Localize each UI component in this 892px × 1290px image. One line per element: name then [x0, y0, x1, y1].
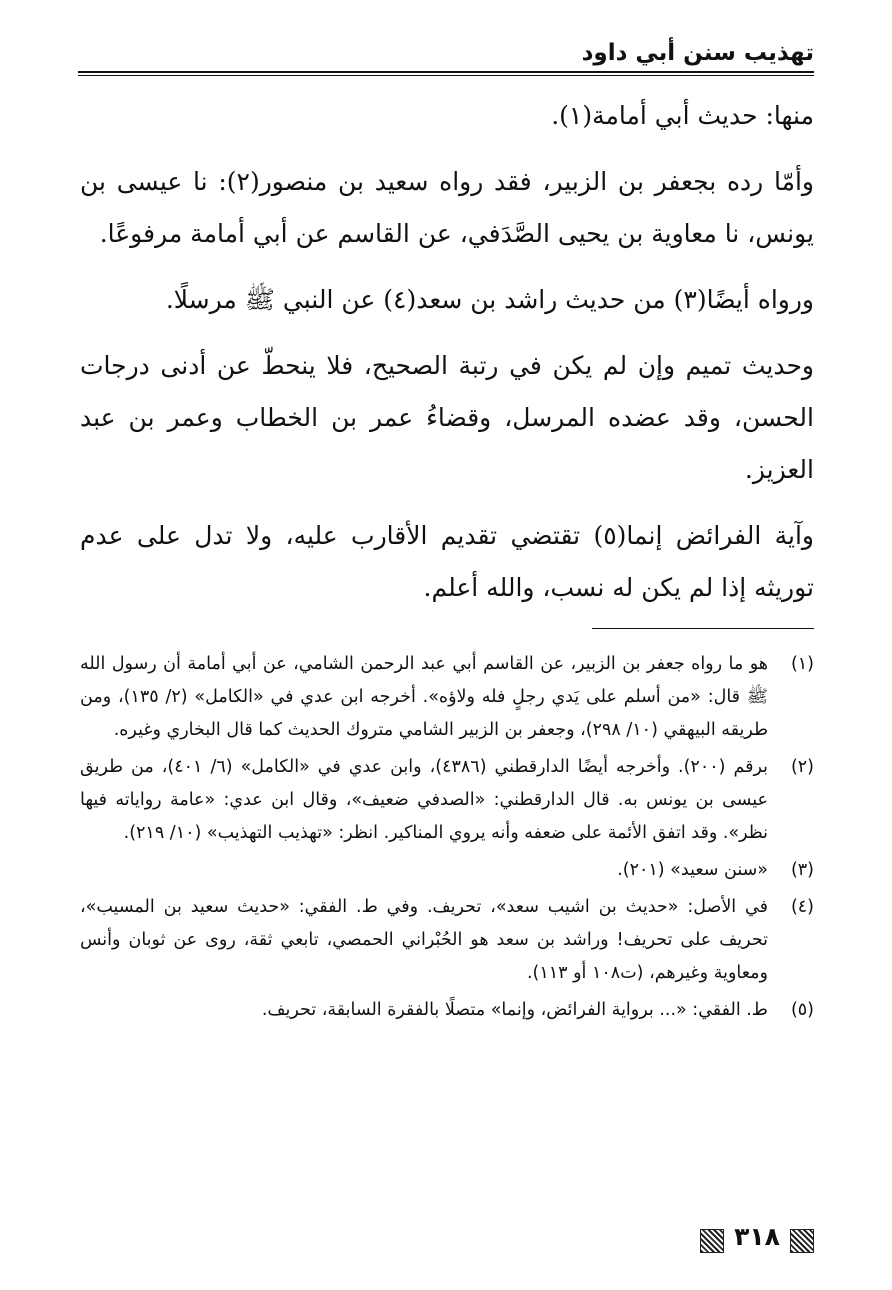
paragraph: منها: حديث أبي أمامة(١).: [551, 101, 814, 130]
footnote: [80, 751, 814, 850]
page-footer: [700, 1222, 814, 1256]
running-title: تهذيب سنن أبي داود: [581, 40, 814, 66]
paragraph: وأمّا رده بجعفر بن الزبير، فقد رواه سعيد بن منصور(٢): نا عيسى بن يونس، نا معاوية بن يحيى الصَّدَفي، عن القاسم عن أبي أمامة مرفوعًا.: [80, 167, 815, 248]
footnote-text: «سنن سعيد» (٢٠١).: [617, 860, 768, 880]
footnote: [80, 891, 814, 990]
footnote-separator: [592, 628, 814, 629]
footnote-text: ط. الفقي: «... برواية الفرائض، وإنما» متصلًا بالفقرة السابقة، تحريف.: [261, 1000, 768, 1020]
footnote-text: في الأصل: «حديث بن اشيب سعد»، تحريف. وفي ط. الفقي: «حديث سعيد بن المسيب»، تحريف على تحريف! وراشد بن سعد هو الحُبْراني الحمصي، تابعي ثقة، روى عن ثوبان وأنس ومعاوية وغيرهم، (ت١٠٨ أو ١١٣).: [80, 897, 768, 983]
header-rule-thin: [78, 75, 814, 76]
footnote-number: (٥): [790, 1000, 814, 1020]
footnote-text: هو ما رواه جعفر بن الزبير، عن القاسم أبي عبد الرحمن الشامي، عن أبي أمامة أن رسول الله ﷺ قال: «من أسلم على يَدي رجلٍ فله ولاؤه». أخرجه ابن عدي في «الكامل» (٢/ ١٣٥)، ومن طريقه البيهقي (١٠/ ٢٩٨)، وجعفر بن الزبير الشامي متروك الحديث كما قال البخاري وغيره.: [80, 654, 768, 740]
footnotes: [80, 648, 814, 1031]
footnote-number: (٣): [790, 860, 814, 880]
footnote-number: (٤): [790, 897, 814, 917]
ornament-icon: [700, 1229, 724, 1253]
ornament-icon: [790, 1229, 814, 1253]
footnote: [80, 994, 814, 1027]
footnote-text: برقم (٢٠٠). وأخرجه أيضًا الدارقطني (٤٣٨٦)، وابن عدي في «الكامل» (٦/ ٤٠١)، من طريق عيسى بن يونس به. قال الدارقطني: «الصدفي ضعيف»، وقال ابن عدي: «عامة رواياته فيها نظر». وقد اتفق الأئمة على ضعفه وأنه يروي المناكير. انظر: «تهذيب التهذيب» (١٠/ ٢١٩).: [80, 757, 768, 843]
footnote: [80, 648, 814, 747]
page-header: [78, 38, 814, 78]
page-number: ٣١٨: [734, 1222, 780, 1251]
footnote-number: (١): [790, 654, 814, 674]
header-rule: [78, 71, 814, 73]
footnote: [80, 854, 814, 887]
main-text: [80, 90, 814, 628]
paragraph: وحديث تميم وإن لم يكن في رتبة الصحيح، فلا ينحطّ عن أدنى درجات الحسن، وقد عضده المرسل، وقضاءُ عمر بن الخطاب وعمر بن عبد العزيز.: [80, 351, 814, 484]
paragraph: وآية الفرائض إنما(٥) تقتضي تقديم الأقارب عليه، ولا تدل على عدم توريثه إذا لم يكن له نسب، والله أعلم.: [80, 521, 814, 602]
footnote-number: (٢): [790, 757, 814, 777]
paragraph: ورواه أيضًا(٣) من حديث راشد بن سعد(٤) عن النبي ﷺ مرسلًا.: [165, 285, 814, 314]
